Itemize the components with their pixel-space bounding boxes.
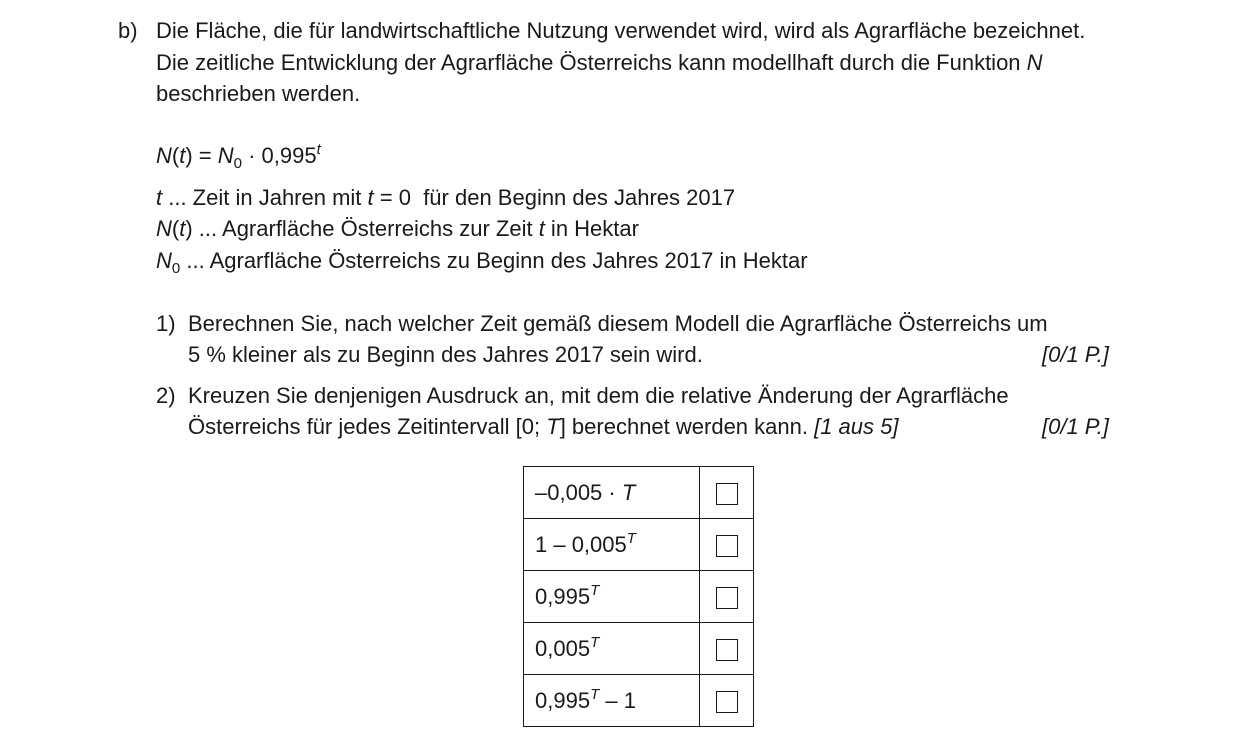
intro-line-2: Die zeitliche Entwicklung der Agrarfläche Österreichs kann modellhaft durch die Funktion N <box>156 50 1043 75</box>
answer-option-expression: $0,995^T$ <box>524 571 700 623</box>
definition-t: t ... Zeit in Jahren mit t = 0 für den Beginn des Jahres 2017 <box>156 185 736 210</box>
task-2-points: [0/1 P.] <box>1042 414 1109 439</box>
section-marker: b) <box>118 18 138 43</box>
answer-option-expression: $0,005^T$ <box>524 623 700 675</box>
answer-option-expression: –0,005 · T <box>524 467 700 519</box>
intro-line-1: Die Fläche, die für landwirtschaftliche Nutzung verwendet wird, wird als Agrarfläche bezeichnet. <box>156 18 1086 43</box>
answer-option-checkbox[interactable] <box>716 535 738 557</box>
answer-option-row <box>524 467 754 519</box>
task-1-number: 1) <box>156 311 176 336</box>
answer-option-checkbox[interactable] <box>716 483 738 505</box>
task-1-points: [0/1 P.] <box>1042 342 1109 367</box>
function-name-n: N <box>1026 50 1043 75</box>
task-2-number: 2) <box>156 383 176 408</box>
answer-option-expression: $1 - 0,005^T$ <box>524 519 700 571</box>
answer-option-checkbox[interactable] <box>716 587 738 609</box>
answer-option-expression: $0,995^T - 1$ <box>524 675 700 727</box>
task-2-selection-note: [1 aus 5] <box>814 414 899 439</box>
model-formula: $N(t) = N_0 \cdot 0,995^t$ <box>156 141 321 172</box>
answer-option-row <box>524 571 754 623</box>
task-2-line-1: Kreuzen Sie denjenigen Ausdruck an, mit dem die relative Änderung der Agrarfläche <box>188 383 1009 408</box>
answer-option-checkbox[interactable] <box>716 691 738 713</box>
task-1-line-1: Berechnen Sie, nach welcher Zeit gemäß diesem Modell die Agrarfläche Österreichs um <box>188 311 1048 336</box>
definition-n-t: N(t) ... Agrarfläche Österreichs zur Zeit t in Hektar <box>156 216 639 241</box>
task-2-line-2: Österreichs für jedes Zeitintervall [0; T] berechnet werden kann. [1 aus 5] <box>188 414 899 439</box>
answer-option-row <box>524 623 754 675</box>
answer-option-row <box>524 519 754 571</box>
answer-option-checkbox[interactable] <box>716 639 738 661</box>
answer-choices-table <box>523 466 754 727</box>
task-1-line-2: 5 % kleiner als zu Beginn des Jahres 2017 sein wird. <box>188 342 703 367</box>
definition-n0: $N_0$ ... Agrarfläche Österreichs zu Beginn des Jahres 2017 in Hektar <box>156 248 808 277</box>
answer-option-row <box>524 675 754 727</box>
intro-line-3: beschrieben werden. <box>156 81 361 106</box>
